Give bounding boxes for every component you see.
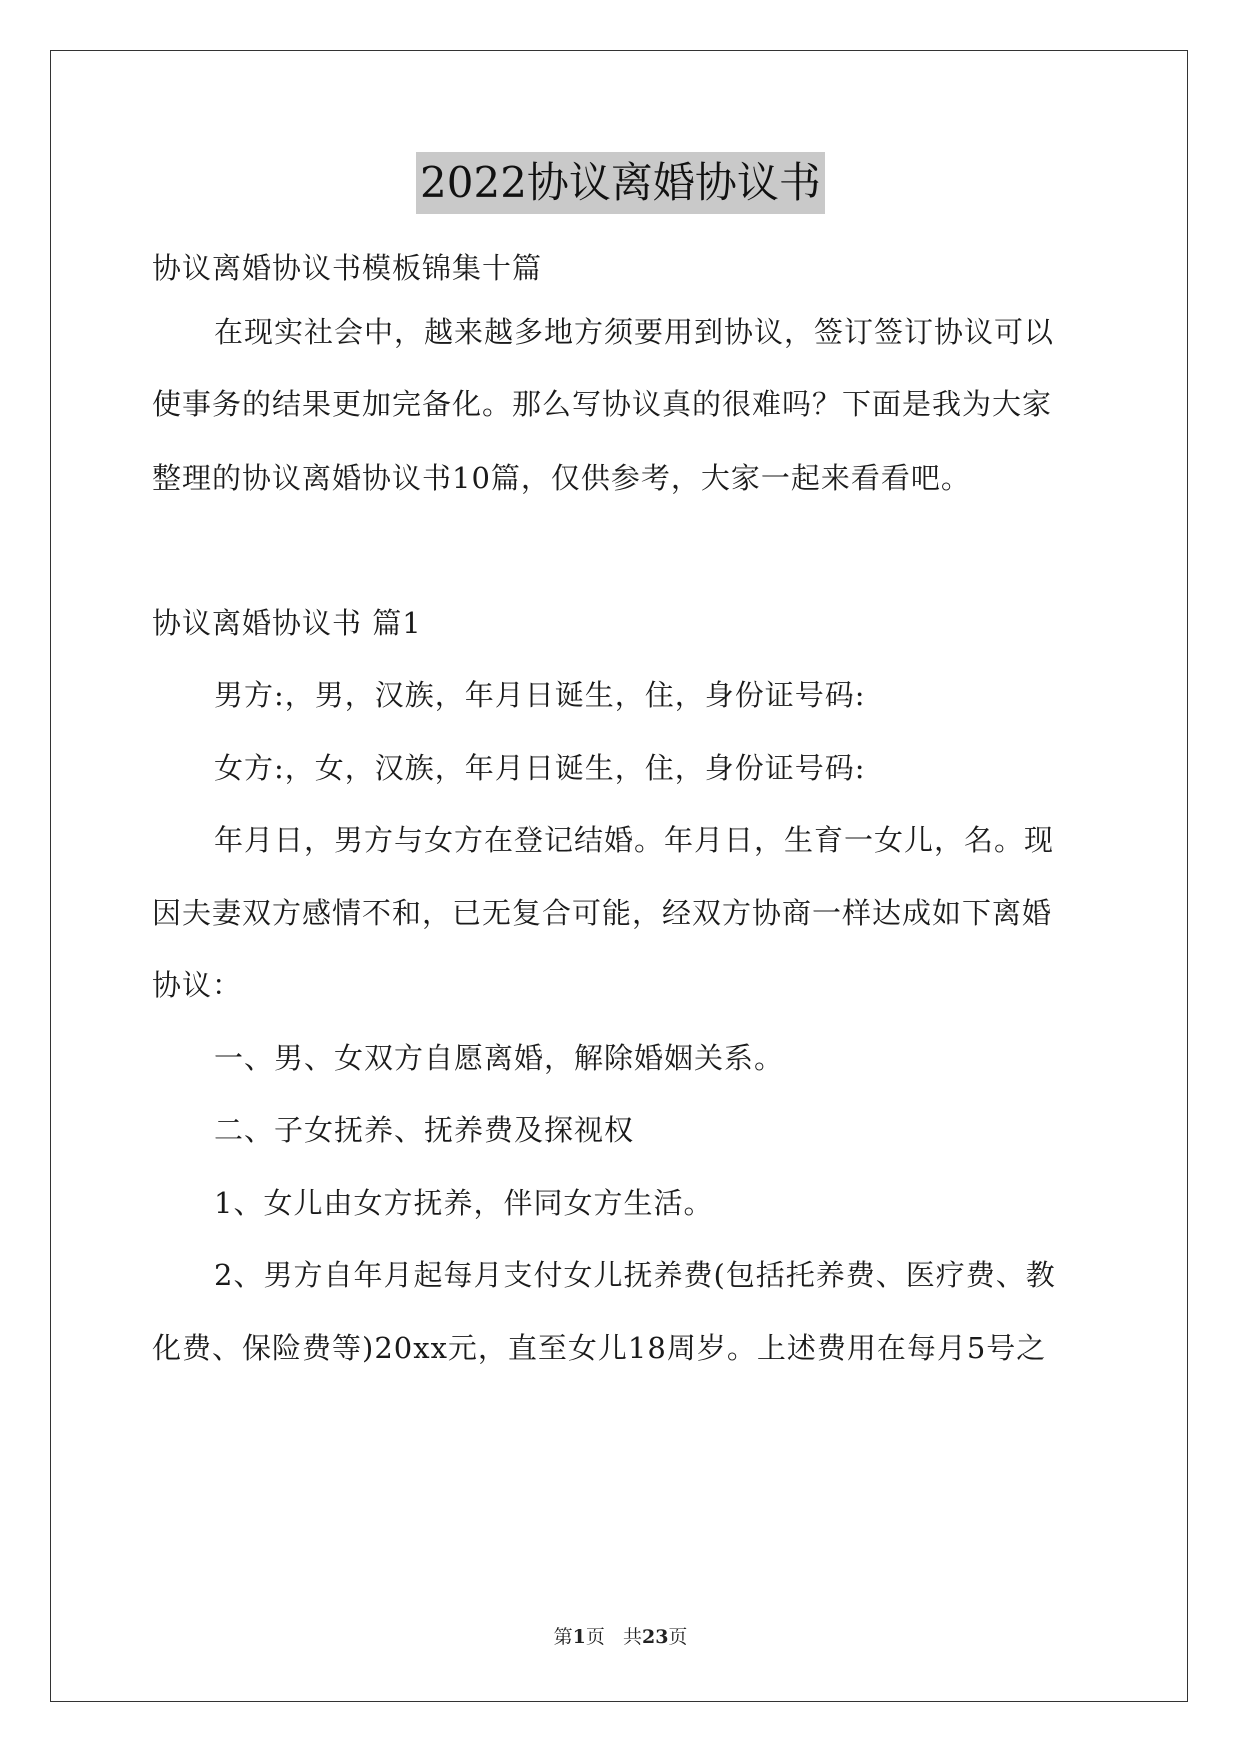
footer-page-suffix: 页 [585,1626,605,1648]
paragraph-line: 女方:，女，汉族，年月日诞生，住，身份证号码: [214,751,866,785]
paragraph-line: 化费、保险费等)20xx元，直至女儿18周岁。上述费用在每月5号之 [152,1331,1047,1365]
paragraph-line: 2、男方自年月起每月支付女儿抚养费(包括托养费、医疗费、教 [214,1258,1056,1292]
paragraph-line: 在现实社会中，越来越多地方须要用到协议，签订签订协议可以 [214,315,1055,349]
footer-total-prefix: 共 [622,1626,642,1648]
document-title: 2022协议离婚协议书 [416,152,825,214]
paragraph-line: 年月日，男方与女方在登记结婚。年月日，生育一女儿，名。现 [214,823,1055,857]
footer-prefix: 第 [553,1626,573,1648]
paragraph-line: 整理的协议离婚协议书10篇，仅供参考，大家一起来看看吧。 [152,461,971,495]
paragraph-line: 二、子女抚养、抚养费及探视权 [214,1113,635,1147]
paragraph-line: 使事务的结果更加完备化。那么写协议真的很难吗？下面是我为大家 [152,387,1053,421]
title-container [0,152,1241,214]
page-footer [0,1622,1241,1649]
paragraph-line: 协议： [152,968,243,1002]
page-border [50,50,1188,1702]
section-heading: 协议离婚协议书 篇1 [152,606,422,640]
footer-total-pages: 23 [641,1626,669,1648]
paragraph-line: 1、女儿由女方抚养，伴同女方生活。 [214,1186,714,1220]
subtitle: 协议离婚协议书模板锦集十篇 [152,251,543,285]
paragraph-line: 一、男、女双方自愿离婚，解除婚姻关系。 [214,1041,785,1075]
footer-page-number: 1 [572,1626,586,1648]
paragraph-line: 因夫妻双方感情不和，已无复合可能，经双方协商一样达成如下离婚 [152,896,1053,930]
paragraph-line: 男方:，男，汉族，年月日诞生，住，身份证号码: [214,678,866,712]
footer-total-suffix: 页 [668,1626,688,1648]
